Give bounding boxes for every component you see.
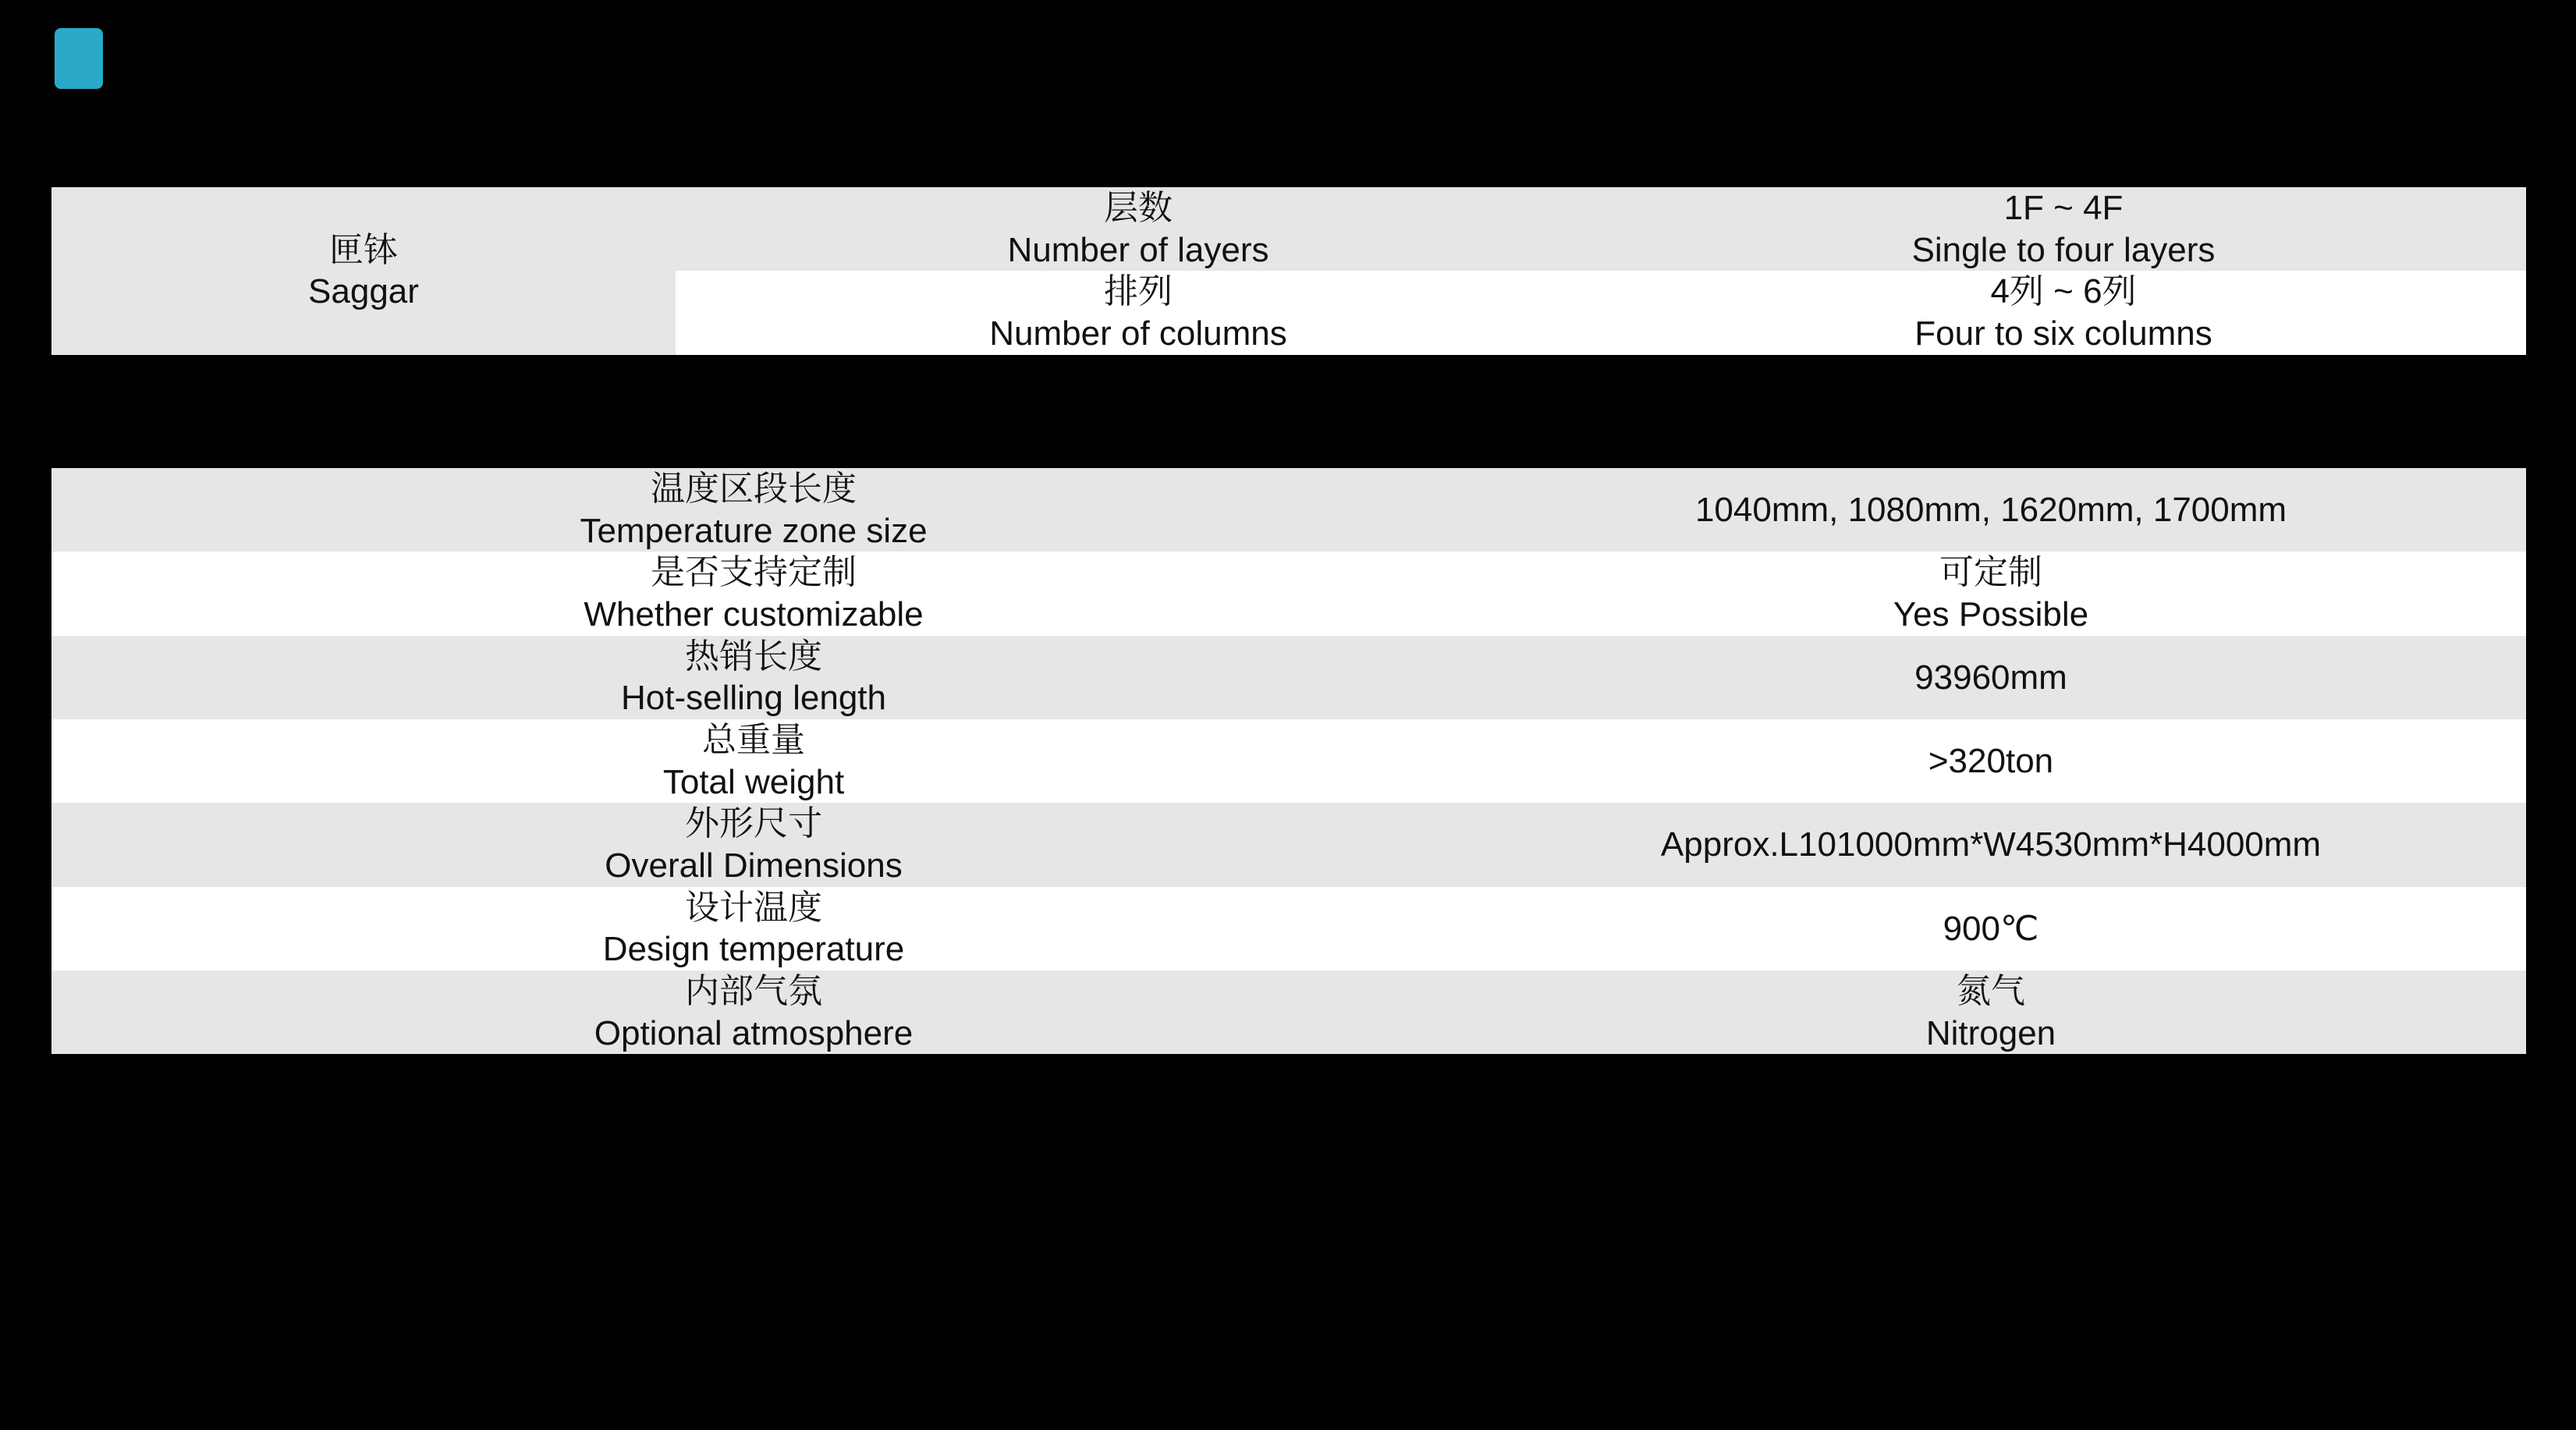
table-row [51,636,2526,719]
atmosphere-name-cn: 内部气氛 [685,972,822,1011]
design-temp-name-en: Design temperature [602,930,905,969]
atmosphere-name-en: Optional atmosphere [594,1013,914,1052]
columns-name-cell [676,271,1601,354]
columns-value-en: Four to six columns [1914,314,2212,353]
atmosphere-value-cn: 氮气 [1957,972,2025,1011]
design-temp-name-cn: 设计温度 [685,888,822,927]
hot-length-name-cn: 热销长度 [685,637,822,676]
table-row [51,187,2526,271]
layers-value-cn: 1F ~ 4F [2003,189,2124,227]
saggar-label-cn: 匣钵 [329,230,398,269]
total-weight-name-cn: 总重量 [702,721,805,760]
saggar-spec-table [51,187,2526,355]
table-row [51,719,2526,803]
customizable-name-cn: 是否支持定制 [651,553,857,592]
table-row [51,468,2526,552]
customizable-name-cell [51,552,1456,635]
furnace-spec-table [51,468,2526,1054]
saggar-label-cell [51,187,676,355]
table-row [51,552,2526,635]
customizable-value-cell [1456,552,2526,635]
atmosphere-name-cell [51,970,1456,1054]
total-weight-name-cell [51,719,1456,803]
total-weight-value: >320ton [1928,741,2054,780]
table-row [51,887,2526,970]
design-temp-name-cell [51,887,1456,970]
atmosphere-value-en: Nitrogen [1925,1013,2056,1052]
hot-length-value: 93960mm [1914,658,2067,697]
hot-length-name-cell [51,636,1456,719]
layers-value-en: Single to four layers [1911,230,2216,269]
atmosphere-value-cell [1456,970,2526,1054]
dimensions-name-en: Overall Dimensions [605,846,903,885]
temp-zone-name-cell [51,468,1456,552]
customizable-name-en: Whether customizable [584,595,924,634]
layers-name-cell [676,187,1601,271]
columns-name-en: Number of columns [989,314,1287,353]
table-row [51,803,2526,886]
temp-zone-value-cell [1456,468,2526,552]
layers-name-en: Number of layers [1007,230,1269,269]
design-temp-value: 900℃ [1943,909,2039,948]
temp-zone-name-en: Temperature zone size [580,511,928,550]
temp-zone-value: 1040mm, 1080mm, 1620mm, 1700mm [1694,490,2287,529]
dimensions-value: Approx.L101000mm*W4530mm*H4000mm [1660,825,2322,864]
dimensions-value-cell [1456,803,2526,886]
customizable-value-cn: 可定制 [1939,553,2042,592]
table-row [51,970,2526,1054]
hot-length-name-en: Hot-selling length [621,679,886,718]
temp-zone-name-cn: 温度区段长度 [651,470,857,508]
layers-value-cell [1601,187,2526,271]
total-weight-name-en: Total weight [662,762,845,801]
dimensions-name-cn: 外形尺寸 [685,804,822,843]
columns-value-cn: 4列 ~ 6列 [1990,272,2137,311]
total-weight-value-cell [1456,719,2526,803]
design-temp-value-cell [1456,887,2526,970]
layers-name-cn: 层数 [1104,189,1173,227]
hot-length-value-cell [1456,636,2526,719]
saggar-label-en: Saggar [308,272,419,311]
columns-value-cell [1601,271,2526,354]
columns-name-cn: 排列 [1104,272,1173,311]
dimensions-name-cell [51,803,1456,886]
accent-mark [55,28,103,89]
customizable-value-en: Yes Possible [1893,595,2089,634]
